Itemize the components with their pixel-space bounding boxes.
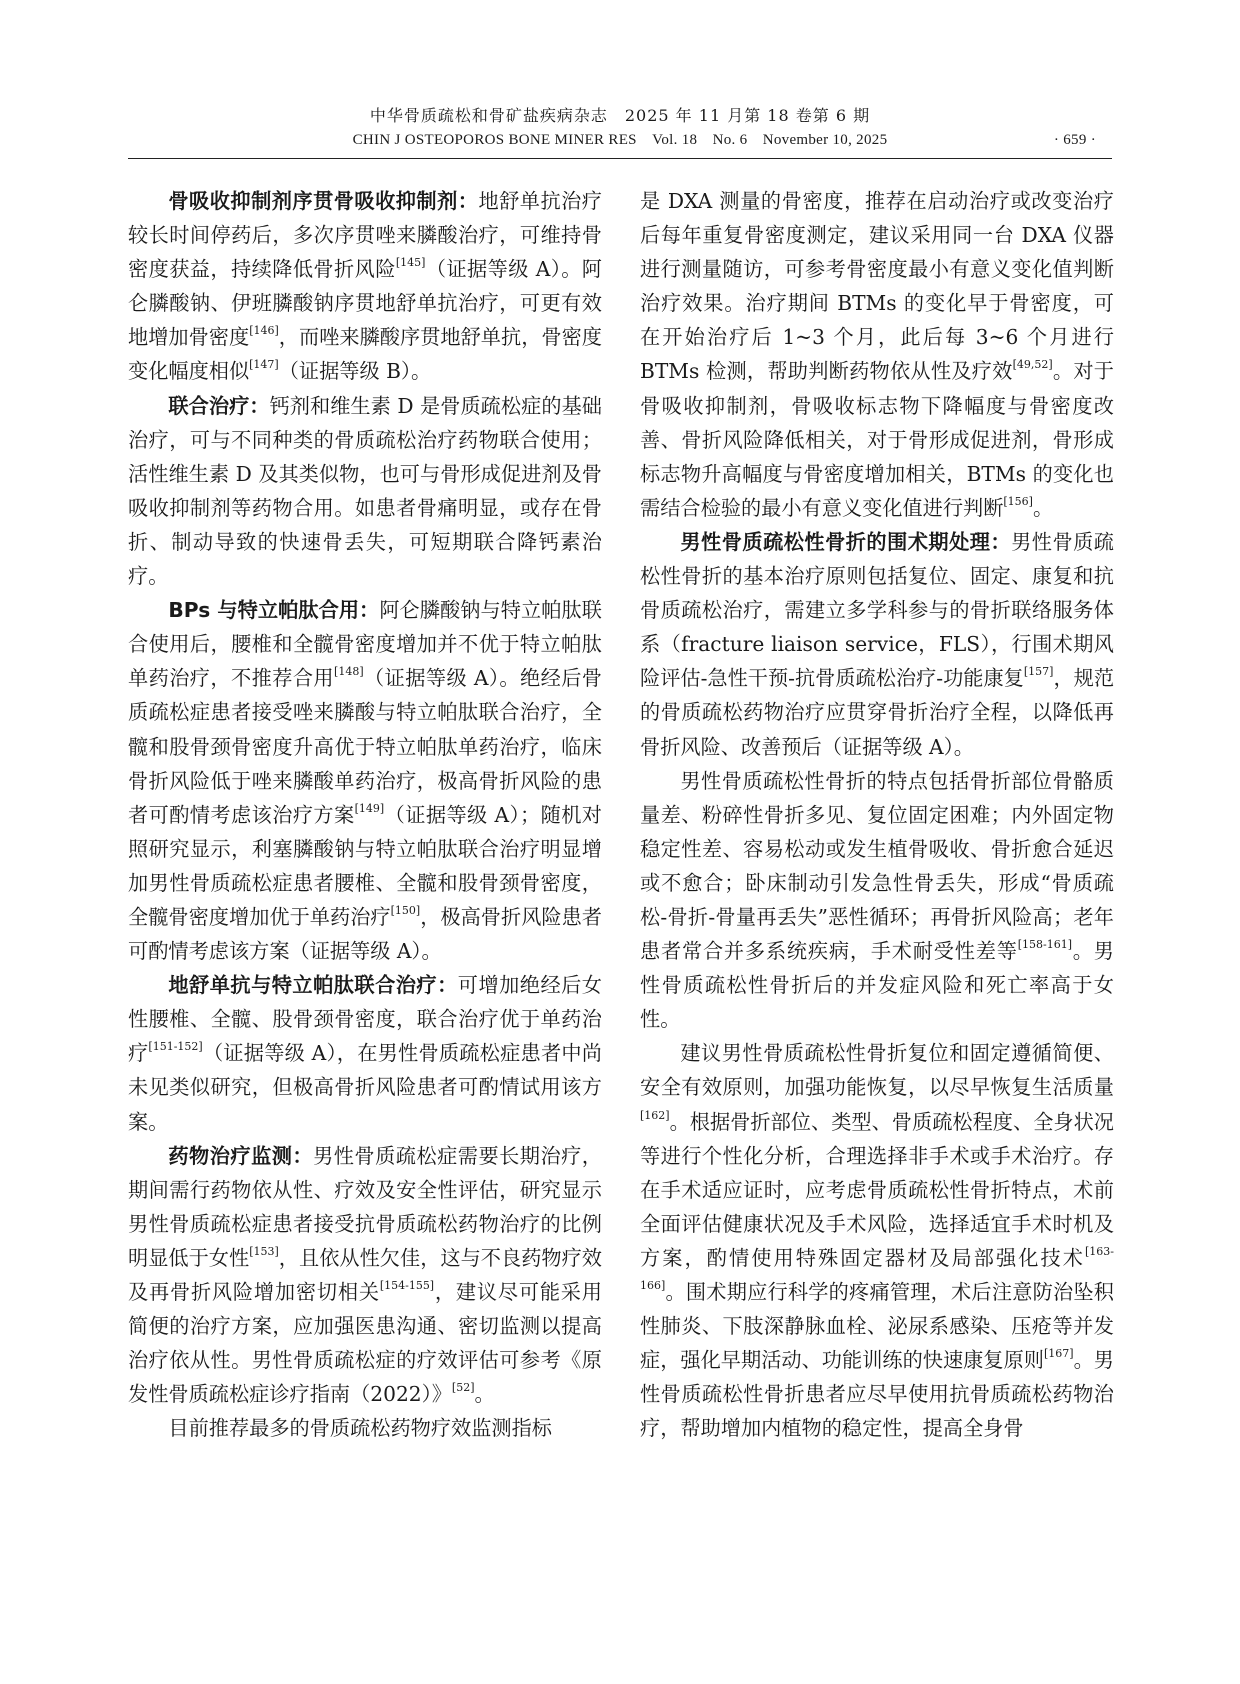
- citation: [162]: [640, 1108, 670, 1122]
- citation: [149]: [354, 801, 385, 815]
- body-text: （证据等级 A）；随机对照研究显示，利塞膦酸钠与特立帕肽联合治疗明显增加男性骨质疏松症患者腰椎、全髋和股骨颈骨密度，全髋骨密度增加优于单药治疗: [128, 802, 602, 929]
- body-text: 男性骨质疏松性骨折的特点包括骨折部位骨骼质量差、粉碎性骨折多见、复位固定困难；内外固定物稳定性差、容易松动或发生植骨吸收、骨折愈合延迟或不愈合；卧床制动引发急性骨丢失，形成“骨质疏松-骨折-骨量再丢失”恶性循环；再骨折风险高；老年患者常合并多系统疾病，手术耐受性差等: [640, 768, 1114, 964]
- body-text: （证据等级 A），在男性骨质疏松症患者中尚未见类似研究，但极高骨折风险患者可酌情试用该方案。: [128, 1041, 602, 1134]
- body-text: 地舒单抗治疗较长时间停药后，多次序贯唑来膦酸治疗，可维持骨密度获益，持续降低骨折风险: [128, 189, 602, 282]
- paragraph: [640, 764, 1114, 1037]
- body-text: 阿仑膦酸钠与特立帕肽联合使用后，腰椎和全髋骨密度增加并不优于特立帕肽单药治疗，不推荐合用: [128, 598, 602, 691]
- body-text: 可增加绝经后女性腰椎、全髋、股骨颈骨密度，联合治疗优于单药治疗: [128, 973, 602, 1066]
- body-text: ，且依从性欠佳，这与不良药物疗效及再骨折风险增加密切相关: [128, 1245, 602, 1304]
- citation: [49,52]: [1012, 358, 1053, 372]
- paragraph: [128, 1411, 602, 1445]
- paragraph: [640, 525, 1114, 764]
- body-text: 建议男性骨质疏松性骨折复位和固定遵循简便、安全有效原则，加强功能恢复，以尽早恢复生活质量: [640, 1041, 1114, 1100]
- body-text: 。根据骨折部位、类型、骨质疏松程度、全身状况等进行个性化分析，合理选择非手术或手术治疗。存在手术适应证时，应考虑骨质疏松性骨折特点，术前全面评估健康状况及手术风险，选择适宜手术时机及方案，酌情使用特殊固定器材及局部强化技术: [640, 1109, 1114, 1270]
- body-text: 。对于骨吸收抑制剂，骨吸收标志物下降幅度与骨密度改善、骨折风险降低相关，对于骨形成促进剂，骨形成标志物升高幅度与骨密度增加相关，BTMs 的变化也需结合检验的最小有意义变化值进行判断: [640, 359, 1114, 520]
- citation: [158-161]: [1017, 938, 1073, 952]
- left-column: [128, 184, 602, 1445]
- citation: [146]: [249, 324, 279, 338]
- paragraph: [128, 968, 602, 1138]
- body-text: ，建议尽可能采用简便的治疗方案，应加强医患沟通、密切监测以提高治疗依从性。男性骨质疏松症的疗效评估可参考《原发性骨质疏松症诊疗指南（2022）》: [128, 1280, 602, 1407]
- paragraph: [128, 184, 602, 389]
- body-text: 男性骨质疏松症需要长期治疗，期间需行药物依从性、疗效及安全性评估，研究显示男性骨质疏松症患者接受抗骨质疏松药物治疗的比例明显低于女性: [128, 1143, 602, 1270]
- body-text: 钙剂和维生素 D 是骨质疏松症的基础治疗，可与不同种类的骨质疏松治疗药物联合使用；活性维生素 D 及其类似物，也可与骨形成促进剂及骨吸收抑制剂等药物合用。如患者骨痛明显，或存在骨折、制动导致的快速骨丢失，可短期联合降钙素治疗。: [128, 393, 602, 589]
- body-text: 。围术期应行科学的疼痛管理，术后注意防治坠积性肺炎、下肢深静脉血栓、泌尿系感染、压疮等并发症，强化早期活动、功能训练的快速康复原则: [640, 1280, 1114, 1373]
- journal-title-en: [128, 128, 1112, 152]
- paragraph-heading: 药物治疗监测：: [168, 1143, 314, 1168]
- body-text: 。: [474, 1382, 495, 1407]
- paragraph-heading: 地舒单抗与特立帕肽联合治疗：: [168, 973, 458, 998]
- page-number: · 659 ·: [1053, 132, 1096, 148]
- citation: [163-166]: [640, 1245, 1114, 1293]
- citation: [156]: [1003, 494, 1033, 508]
- paragraph-heading: 男性骨质疏松性骨折的围术期处理：: [680, 529, 1012, 554]
- body-text: 。男性骨质疏松性骨折患者应尽早使用抗骨质疏松药物治疗，帮助增加内植物的稳定性，提高全身骨: [640, 1348, 1114, 1441]
- body-text: （证据等级 B）。: [278, 359, 432, 384]
- citation: [147]: [249, 358, 279, 372]
- right-column: [640, 184, 1114, 1445]
- citation: [151-152]: [148, 1040, 203, 1054]
- running-header: [128, 104, 1112, 152]
- paragraph: [128, 1139, 602, 1412]
- body-text: 目前推荐最多的骨质疏松药物疗效监测指标: [168, 1416, 552, 1441]
- header-rule: [128, 158, 1112, 159]
- body-text: ，极高骨折风险患者可酌情考虑该方案（证据等级 A）。: [128, 904, 602, 964]
- citation: [154-155]: [379, 1279, 435, 1293]
- body-text: ，而唑来膦酸序贯地舒单抗，骨密度变化幅度相似: [128, 325, 602, 384]
- body-text: 。: [1032, 495, 1054, 520]
- paragraph: [640, 184, 1114, 525]
- citation: [157]: [1023, 665, 1054, 679]
- body-text: 男性骨质疏松性骨折的基本治疗原则包括复位、固定、康复和抗骨质疏松治疗，需建立多学科参与的骨折联络服务体系（fracture liaison service，FLS），行围术期风险评估-急性干预-抗骨质疏松治疗-功能康复: [640, 529, 1114, 691]
- body-text: （证据等级 A）。阿仑膦酸钠、伊班膦酸钠序贯地舒单抗治疗，可更有效地增加骨密度: [128, 257, 602, 350]
- citation: [150]: [390, 904, 421, 918]
- paragraph: [640, 1036, 1114, 1445]
- paragraph-heading: 联合治疗：: [168, 393, 270, 418]
- journal-title-cn: 中华骨质疏松和骨矿盐疾病杂志 2025 年 11 月第 18 卷第 6 期: [369, 106, 871, 125]
- citation: [148]: [334, 665, 364, 679]
- body-text: 是 DXA 测量的骨密度，推荐在启动治疗或改变治疗后每年重复骨密度测定，建议采用同一台 DXA 仪器进行测量随访，可参考骨密度最小有意义变化值判断治疗效果。治疗期间 BTMs 的变化早于骨密度，可在开始治疗后 1~3 个月，此后每 3~6 个月进行 BTMs 检测，帮助判断药物依从性及疗效: [640, 189, 1114, 384]
- citation: [153]: [249, 1245, 279, 1259]
- paragraph-heading: BPs 与特立帕肽合用：: [168, 598, 380, 623]
- body-text: 。男性骨质疏松性骨折后的并发症风险和死亡率高于女性。: [640, 939, 1114, 1032]
- citation: [145]: [395, 256, 426, 270]
- body-text: ，规范的骨质疏松药物治疗应贯穿骨折治疗全程，以降低再骨折风险、改善预后（证据等级 A）。: [640, 666, 1115, 759]
- citation: [167]: [1043, 1347, 1074, 1361]
- journal-citation-en: CHIN J OSTEOPOROS BONE MINER RES Vol. 18 No. 6 November 10, 2025: [352, 132, 888, 148]
- paragraph-heading: 骨吸收抑制剂序贯骨吸收抑制剂：: [168, 189, 479, 213]
- body-text: （证据等级 A）。绝经后骨质疏松症患者接受唑来膦酸与特立帕肽联合治疗，全髋和股骨颈骨密度升高优于特立帕肽单药治疗，临床骨折风险低于唑来膦酸单药治疗，极高骨折风险的患者可酌情考虑该治疗方案: [128, 666, 602, 827]
- citation: [52]: [451, 1381, 475, 1395]
- paragraph: [128, 389, 602, 594]
- paragraph: [128, 593, 602, 968]
